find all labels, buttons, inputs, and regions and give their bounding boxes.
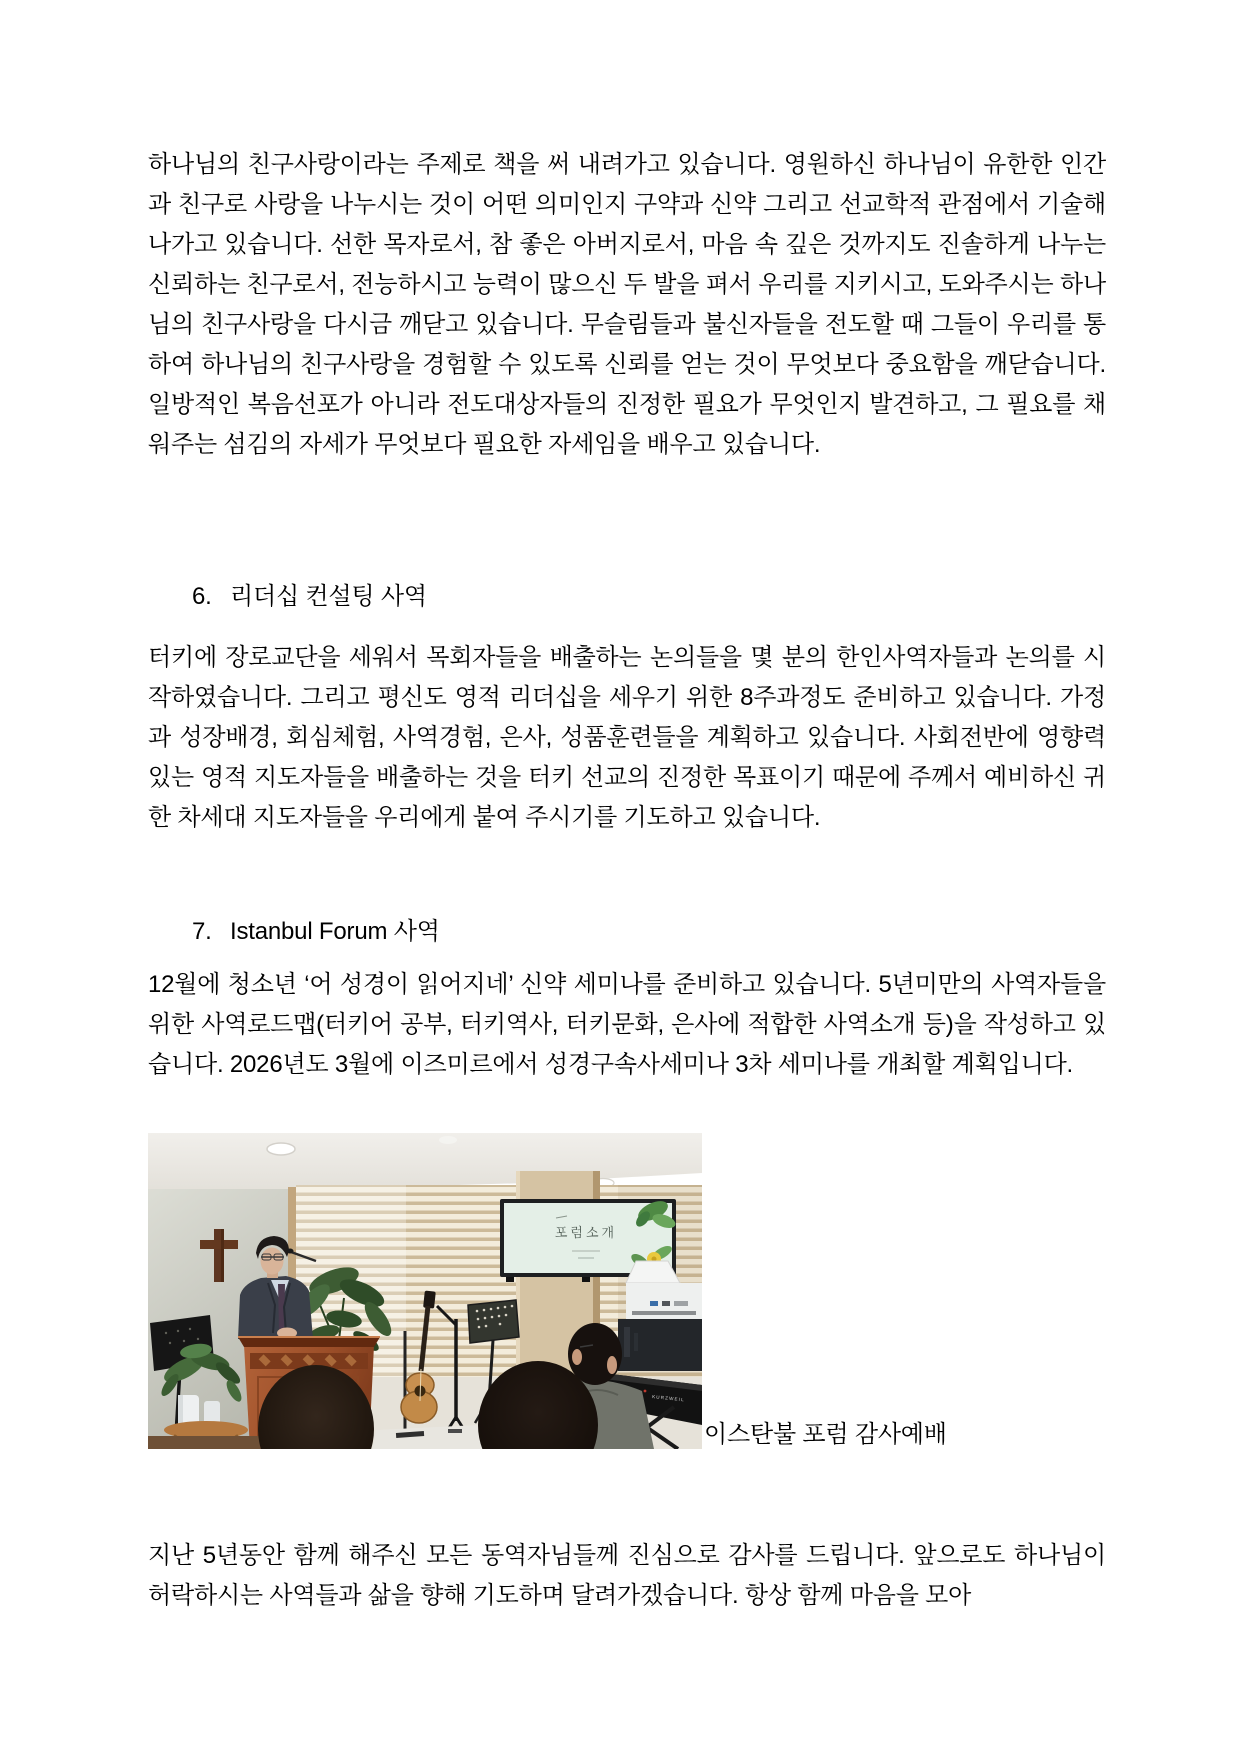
paragraph-closing: 지난 5년동안 함께 해주신 모든 동역자님들께 진심으로 감사를 드립니다. 앞으로도 하나님이 허락하시는 사역들과 삶을 향해 기도하며 달려가겠습니다. 항상 함께 마음을 모아 bbox=[148, 1542, 1106, 1609]
paragraph-section-7: 12월에 청소년 ‘어 성경이 읽어지네’ 신약 세미나를 준비하고 있습니다. 5년미만의 사역자들을 위한 사역로드맵(터키어 공부, 터키역사, 터키문화, 은사에 적합한 사역소개 등)을 작성하고 있습니다. 2026년도 3월에 이즈미르에서 성경구속사세미나 3차 세미나를 개최할 계획입니다. bbox=[148, 971, 1106, 1078]
photo-istanbul-forum-service bbox=[148, 1133, 702, 1449]
section-number: 7. bbox=[192, 918, 212, 945]
section-title: Istanbul Forum 사역 bbox=[230, 918, 440, 945]
photo-block bbox=[148, 1133, 947, 1449]
section-heading-7 bbox=[148, 912, 440, 952]
photo-caption: 이스탄불 포럼 감사예배 bbox=[704, 1421, 947, 1448]
paragraph-intro: 하나님의 친구사랑이라는 주제로 책을 써 내려가고 있습니다. 영원하신 하나님이 유한한 인간과 친구로 사랑을 나누시는 것이 어떤 의미인지 구약과 신약 그리고 선교학적 관점에서 기술해 나가고 있습니다. 선한 목자로서, 참 좋은 아버지로서, 마음 속 깊은 것까지도 진솔하게 나누는 신뢰하는 친구로서, 전능하시고 능력이 많으신 두 발을 펴서 우리를 지키시고, 도와주시는 하나님의 친구사랑을 다시금 깨닫고 있습니다. 무슬림들과 불신자들을 전도할 때 그들이 우리를 통하여 하나님의 친구사랑을 경험할 수 있도록 신뢰를 얻는 것이 무엇보다 중요함을 깨닫습니다. 일방적인 복음선포가 아니라 전도대상자들의 진정한 필요가 무엇인지 발견하고, 그 필요를 채워주는 섬김의 자세가 무엇보다 필요한 자세임을 배우고 있습니다. bbox=[148, 151, 1106, 458]
section-title: 리더십 컨설팅 사역 bbox=[230, 583, 427, 610]
slide-title: 포럼소개 bbox=[554, 1225, 618, 1240]
section-heading-6 bbox=[148, 577, 427, 617]
paragraph-section-6: 터키에 장로교단을 세워서 목회자들을 배출하는 논의들을 몇 분의 한인사역자들과 논의를 시작하였습니다. 그리고 평신도 영적 리더십을 세우기 위한 8주과정도 준비하고 있습니다. 가정과 성장배경, 회심체험, 사역경험, 은사, 성품훈련들을 계획하고 있습니다. 사회전반에 영향력있는 영적 지도자들을 배출하는 것을 터키 선교의 진정한 목표이기 때문에 주께서 예비하신 귀한 차세대 지도자들을 우리에게 붙여 주시기를 기도하고 있습니다. bbox=[148, 644, 1106, 831]
monitor bbox=[618, 1319, 702, 1371]
keyboard-brand-label: KURZWEIL bbox=[651, 1394, 686, 1403]
section-number: 6. bbox=[192, 583, 212, 610]
